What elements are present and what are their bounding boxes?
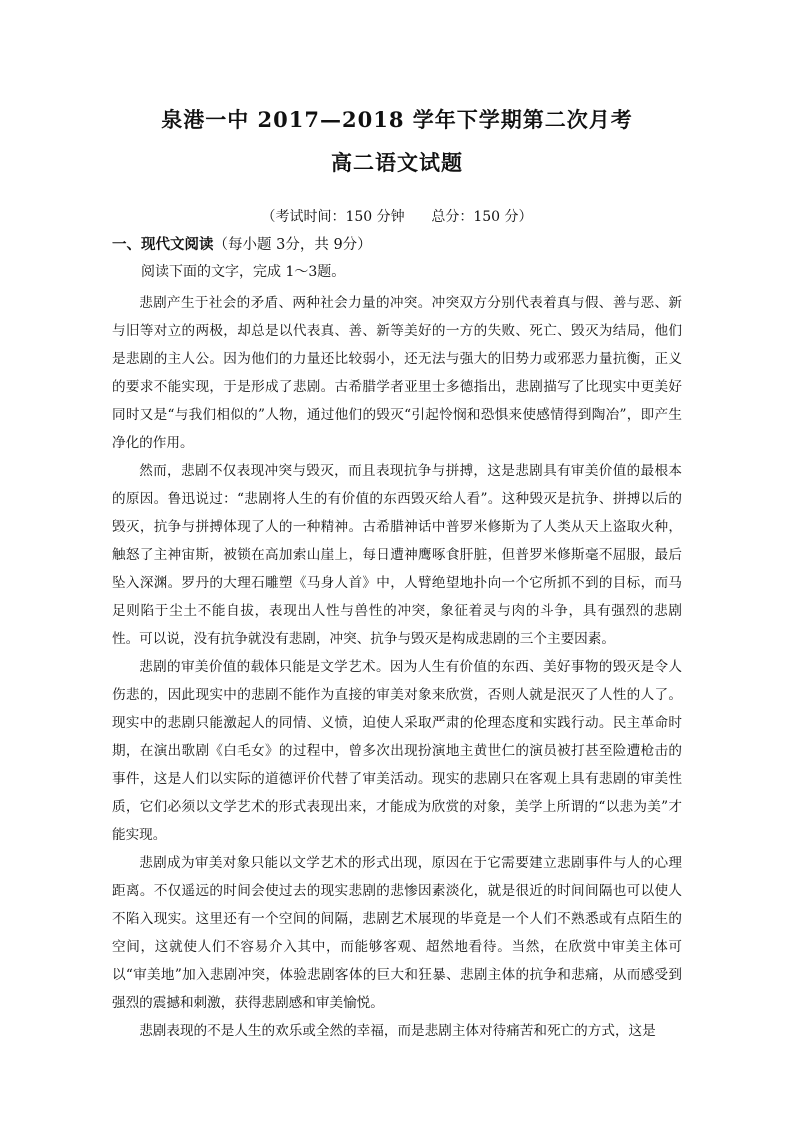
- section-heading: 一、现代文阅读: [112, 236, 214, 253]
- paragraph: 悲剧的审美价值的载体只能是文学艺术。因为人生有价值的东西、美好事物的毁灭是令人伤悲的，因此现实中的悲剧不能作为直接的审美对象来欣赏，否则人就是泯灭了人性的人了。现实中的悲剧只能激起人的同情、义愤，迫使人采取严肃的伦理态度和实践行动。民主革命时期，在演出歌剧《白毛女》的过程中，曾多次出现扮演地主黄世仁的演员被打甚至险遭枪击的事件，这是人们以实际的道德评价代替了审美活动。现实的悲剧只在客观上具有悲剧的审美性质，它们必须以文学艺术的形式表现出来，才能成为欣赏的对象，美学上所谓的“以悲为美”才能实现。: [112, 659, 682, 843]
- paragraph: 悲剧产生于社会的矛盾、两种社会力量的冲突。冲突双方分别代表着真与假、善与恶、新与旧等对立的两极，却总是以代表真、善、新等美好的一方的失败、死亡、毁灭为结局，他们是悲剧的主人公。因为他们的力量还比较弱小，还无法与强大的旧势力或邪恶力量抗衡，正义的要求不能实现，于是形成了悲剧。古希腊学者亚里士多德指出，悲剧描写了比现实中更美好同时又是“与我们相似的”人物，通过他们的毁灭“引起怜悯和恐惧来使感情得到陶冶”，即产生净化的作用。: [112, 295, 682, 451]
- exam-title: 泉港一中 2017—2018 学年下学期第二次月考: [161, 107, 633, 132]
- exam-subtitle: 高二语文试题: [331, 150, 463, 175]
- paragraph: 悲剧表现的不是人生的欢乐或全然的幸福，而是悲剧主体对待痛苦和死亡的方式，这是: [139, 1023, 656, 1039]
- section-heading-row: [112, 233, 372, 254]
- exam-info: （考试时间：150 分钟 总分：150 分）: [261, 209, 533, 225]
- reading-passage: [112, 289, 682, 1045]
- section-note: （每小题 3分，共 9分）: [213, 237, 372, 253]
- section-instruction: 阅读下面的文字，完成 1～3题。: [141, 264, 346, 280]
- paragraph: 然而，悲剧不仅表现冲突与毁灭，而且表现抗争与拼搏，这是悲剧具有审美价值的最根本的原因。鲁迅说过：“悲剧将人生的有价值的东西毁灭给人看”。这种毁灭是抗争、拼搏以后的毁灭，抗争与拼搏体现了人的一种精神。古希腊神话中普罗米修斯为了人类从天上盗取火种，触怒了主神宙斯，被锁在高加索山崖上，每日遭神鹰啄食肝脏，但普罗米修斯毫不屈服，最后坠入深渊。罗丹的大理石雕塑《马身人首》中，人臂绝望地扑向一个它所抓不到的目标，而马足则陷于尘土不能自拔，表现出人性与兽性的冲突，象征着灵与肉的斗争，具有强烈的悲剧性。可以说，没有抗争就没有悲剧，冲突、抗争与毁灭是构成悲剧的三个主要因素。: [112, 463, 682, 647]
- paragraph: 悲剧成为审美对象只能以文学艺术的形式出现，原因在于它需要建立悲剧事件与人的心理距离。不仅遥远的时间会使过去的现实悲剧的悲惨因素淡化，就是很近的时间间隔也可以使人不陷入现实。这里还有一个空间的间隔，悲剧艺术展现的毕竟是一个人们不熟悉或有点陌生的空间，这就使人们不容易介入其中，而能够客观、超然地看待。当然，在欣赏中审美主体可以“审美地”加入悲剧冲突，体验悲剧客体的巨大和狂暴、悲剧主体的抗争和悲痛，从而感受到强烈的震撼和刺激，获得悲剧感和审美愉悦。: [112, 855, 682, 1011]
